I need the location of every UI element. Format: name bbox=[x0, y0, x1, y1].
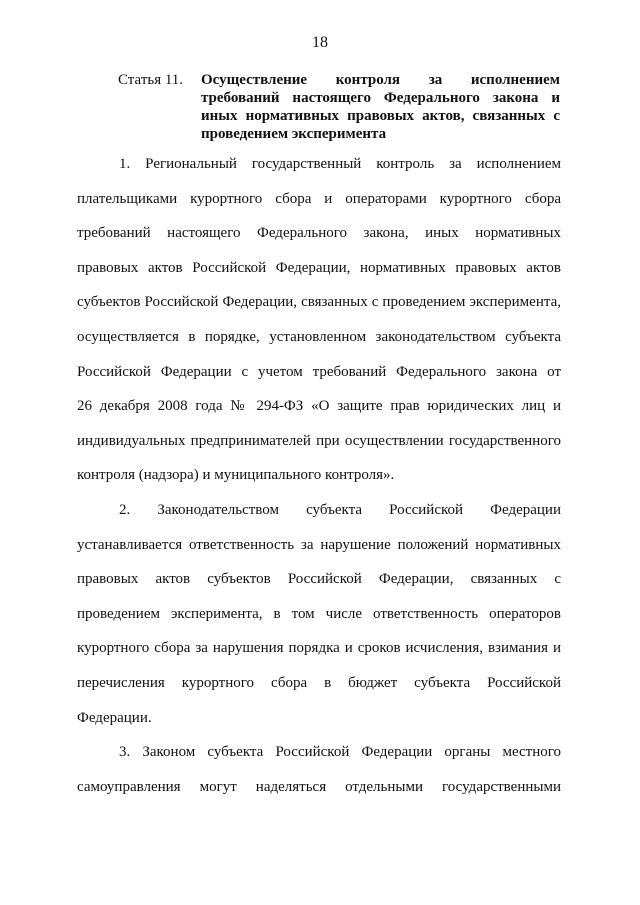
paragraph-3 bbox=[77, 742, 561, 811]
paragraph-line: индивидуальных предпринимателей при осуществлении государственного bbox=[77, 432, 561, 449]
paragraph-line: осуществляется в порядке, установленном законодательством субъекта bbox=[77, 328, 561, 345]
paragraph-line: 1. Региональный государственный контроль за исполнением bbox=[119, 156, 561, 172]
paragraph-line: правовых актов субъектов Российской Федерации, связанных с bbox=[77, 571, 561, 588]
paragraph-line: Российской Федерации с учетом требований Федерального закона от bbox=[77, 363, 561, 380]
paragraph-line: устанавливается ответственность за нарушение положений нормативных bbox=[77, 536, 561, 553]
paragraph-line: курортного сбора за нарушения порядка и сроков исчисления, взимания и bbox=[77, 640, 561, 657]
paragraph-1 bbox=[77, 154, 561, 500]
paragraph-2 bbox=[77, 500, 561, 742]
paragraph-line: 26 декабря 2008 года № 294-ФЗ «О защите прав юридических лиц и bbox=[77, 398, 561, 415]
article-title: Осуществление контроля за исполнением требований настоящего Федерального закона и иных нормативных правовых актов, связанных с проведением эксперимента bbox=[201, 72, 560, 142]
paragraph-line: проведением эксперимента, в том числе ответственность операторов bbox=[77, 605, 561, 622]
paragraph-line: Федерации. bbox=[77, 709, 152, 726]
paragraph-line: правовых актов Российской Федерации, нормативных правовых актов bbox=[77, 259, 561, 276]
paragraph-line: самоуправления могут наделяться отдельными государственными bbox=[77, 778, 561, 795]
paragraph-line: требований настоящего Федерального закона, иных нормативных bbox=[77, 225, 561, 242]
paragraph-line: 2. Законодательством субъекта Российской Федерации bbox=[119, 502, 561, 518]
paragraph-line: 3. Законом субъекта Российской Федерации органы местного bbox=[119, 744, 561, 760]
page-number: 18 bbox=[312, 34, 328, 51]
paragraph-line: контроля (надзора) и муниципального контроля». bbox=[77, 467, 395, 484]
paragraph-line: перечисления курортного сбора в бюджет субъекта Российской bbox=[77, 674, 561, 691]
paragraph-line: плательщиками курортного сбора и операторами курортного сбора bbox=[77, 190, 561, 207]
paragraph-line: субъектов Российской Федерации, связанных с проведением эксперимента, bbox=[77, 294, 561, 311]
article-label: Статья 11. bbox=[118, 72, 184, 88]
